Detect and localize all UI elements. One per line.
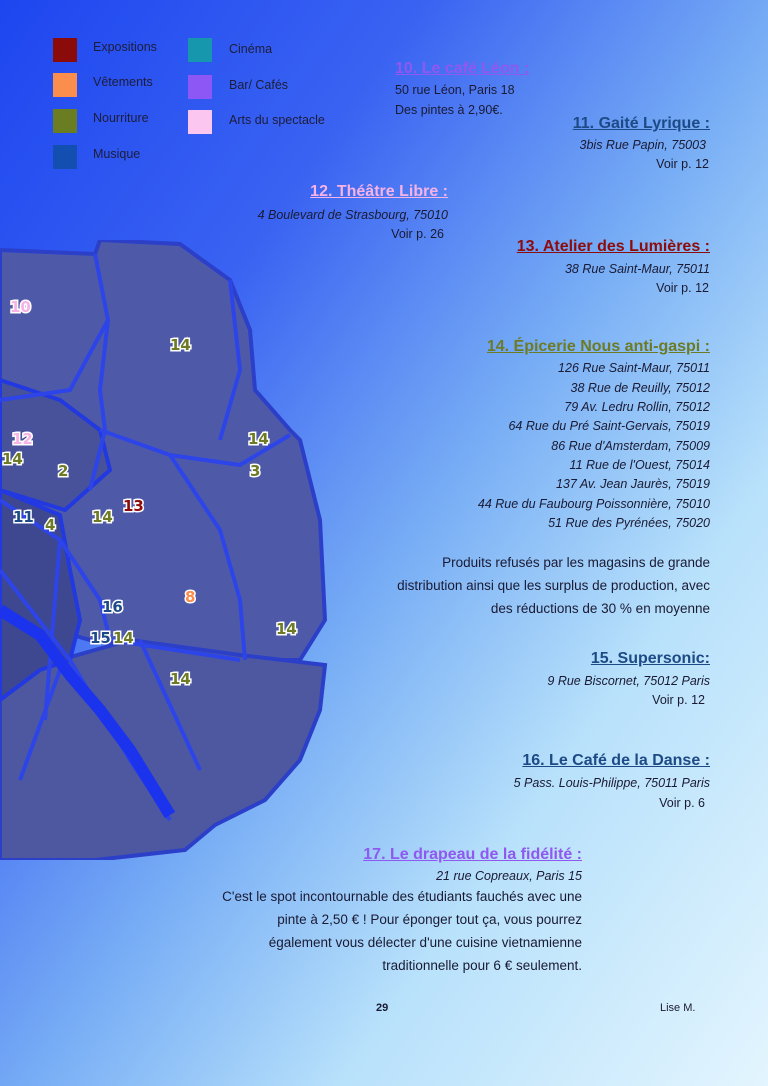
entry-14-address: 64 Rue du Pré Saint-Gervais, 75019 <box>508 419 710 433</box>
map-marker[interactable]: 2 <box>58 462 69 480</box>
entry-12-title[interactable]: 12. Théâtre Libre : <box>310 183 448 200</box>
entry-11-see-page: Voir p. 12 <box>656 157 709 171</box>
entry-10-title[interactable]: 10. Le café Léon : <box>395 60 530 77</box>
entry-15-title[interactable]: 15. Supersonic: <box>590 650 710 667</box>
map-marker[interactable]: 14 <box>2 450 23 468</box>
entry-16-see-page: Voir p. 6 <box>659 796 705 810</box>
entry-16-title[interactable]: 16. Le Café de la Danse : <box>522 752 710 769</box>
map-marker[interactable]: 14 <box>92 508 113 526</box>
map-marker[interactable]: 3 <box>250 462 261 480</box>
map-marker[interactable]: 12 <box>12 430 33 448</box>
paris-map <box>0 240 340 860</box>
entry-13-title[interactable]: 13. Atelier des Lumières : <box>516 238 710 255</box>
legend-swatch-arts-du-spectacle <box>188 110 212 134</box>
entry-10-note: Des pintes à 2,90€. <box>395 103 503 117</box>
legend-label-bar-cafes: Bar/ Cafés <box>229 78 289 92</box>
entry-16-address: 5 Pass. Louis-Philippe, 75011 Paris <box>513 776 710 790</box>
page-number: 29 <box>376 1002 389 1014</box>
entry-17-address: 21 rue Copreaux, Paris 15 <box>436 869 582 883</box>
map-marker[interactable]: 14 <box>276 620 297 638</box>
entry-14-address: 38 Rue de Reuilly, 75012 <box>570 381 710 395</box>
map-marker[interactable]: 15 <box>90 629 111 647</box>
map-marker[interactable]: 16 <box>102 598 123 616</box>
entry-17-desc-line: également vous délecter d'une cuisine vietnamienne <box>268 935 582 950</box>
entry-14-address: 79 Av. Ledru Rollin, 75012 <box>564 400 710 414</box>
entry-14-address: 126 Rue Saint-Maur, 75011 <box>558 361 710 375</box>
map-districts <box>0 240 325 860</box>
map-marker[interactable]: 14 <box>248 430 269 448</box>
legend-swatch-cinema <box>188 38 212 62</box>
legend-swatch-expositions <box>53 38 77 62</box>
entry-17-title[interactable]: 17. Le drapeau de la fidélité : <box>363 846 582 863</box>
entry-14-desc-line: Produits refusés par les magasins de grande <box>442 555 710 570</box>
legend-label-expositions: Expositions <box>93 40 157 54</box>
map-marker[interactable]: 13 <box>123 497 144 515</box>
legend-swatch-nourriture <box>53 109 77 133</box>
entry-14-address: 137 Av. Jean Jaurès, 75019 <box>555 477 710 491</box>
map-marker[interactable]: 14 <box>170 670 191 688</box>
entry-14-address: 51 Rue des Pyrénées, 75020 <box>548 516 710 530</box>
entry-14-title[interactable]: 14. Épicerie Nous anti-gaspi : <box>486 338 710 355</box>
entry-14-desc-line: distribution ainsi que les surplus de production, avec <box>397 578 710 593</box>
entry-14-address: 86 Rue d'Amsterdam, 75009 <box>551 439 710 453</box>
entry-15-see-page: Voir p. 12 <box>652 693 705 707</box>
entry-13-address: 38 Rue Saint-Maur, 75011 <box>564 262 710 276</box>
entry-14-address: 44 Rue du Faubourg Poissonnière, 75010 <box>477 497 710 511</box>
map-marker[interactable]: 10 <box>10 298 31 316</box>
author: Lise M. <box>660 1002 696 1014</box>
legend-label-cinema: Cinéma <box>229 42 273 56</box>
entry-17-desc-line: pinte à 2,50 € ! Pour éponger tout ça, vous pourrez <box>277 912 582 927</box>
map-marker[interactable]: 11 <box>13 508 34 526</box>
legend-swatch-musique <box>53 145 77 169</box>
legend-label-musique: Musique <box>93 147 141 161</box>
legend-swatch-vetements <box>53 73 77 97</box>
entry-17-desc-line: C'est le spot incontournable des étudiants fauchés avec une <box>222 889 582 904</box>
entry-12-address: 4 Boulevard de Strasbourg, 75010 <box>257 208 448 222</box>
map-marker[interactable]: 8 <box>185 588 196 606</box>
map-marker[interactable]: 14 <box>170 336 191 354</box>
entry-14-description <box>290 551 710 620</box>
legend-label-nourriture: Nourriture <box>93 111 149 125</box>
legend-swatch-bar-cafes <box>188 75 212 99</box>
entry-14-address: 11 Rue de l'Ouest, 75014 <box>569 458 710 472</box>
entry-17-description <box>142 885 582 977</box>
entry-14-desc-line: des réductions de 30 % en moyenne <box>490 601 710 616</box>
entry-13-see-page: Voir p. 12 <box>656 281 709 295</box>
entry-15-address: 9 Rue Biscornet, 75012 Paris <box>547 674 710 688</box>
entry-11-address: 3bis Rue Papin, 75003 <box>579 138 706 152</box>
legend-label-arts-du-spectacle: Arts du spectacle <box>229 113 325 127</box>
map-marker[interactable]: 4 <box>45 516 56 534</box>
entry-11-title[interactable]: 11. Gaité Lyrique : <box>572 115 710 132</box>
legend-label-vetements: Vêtements <box>93 75 153 89</box>
entry-12-see-page: Voir p. 26 <box>391 227 444 241</box>
map-marker[interactable]: 14 <box>113 629 134 647</box>
entry-17-desc-line: traditionnelle pour 6 € seulement. <box>382 958 582 973</box>
entry-10-address: 50 rue Léon, Paris 18 <box>395 83 515 97</box>
